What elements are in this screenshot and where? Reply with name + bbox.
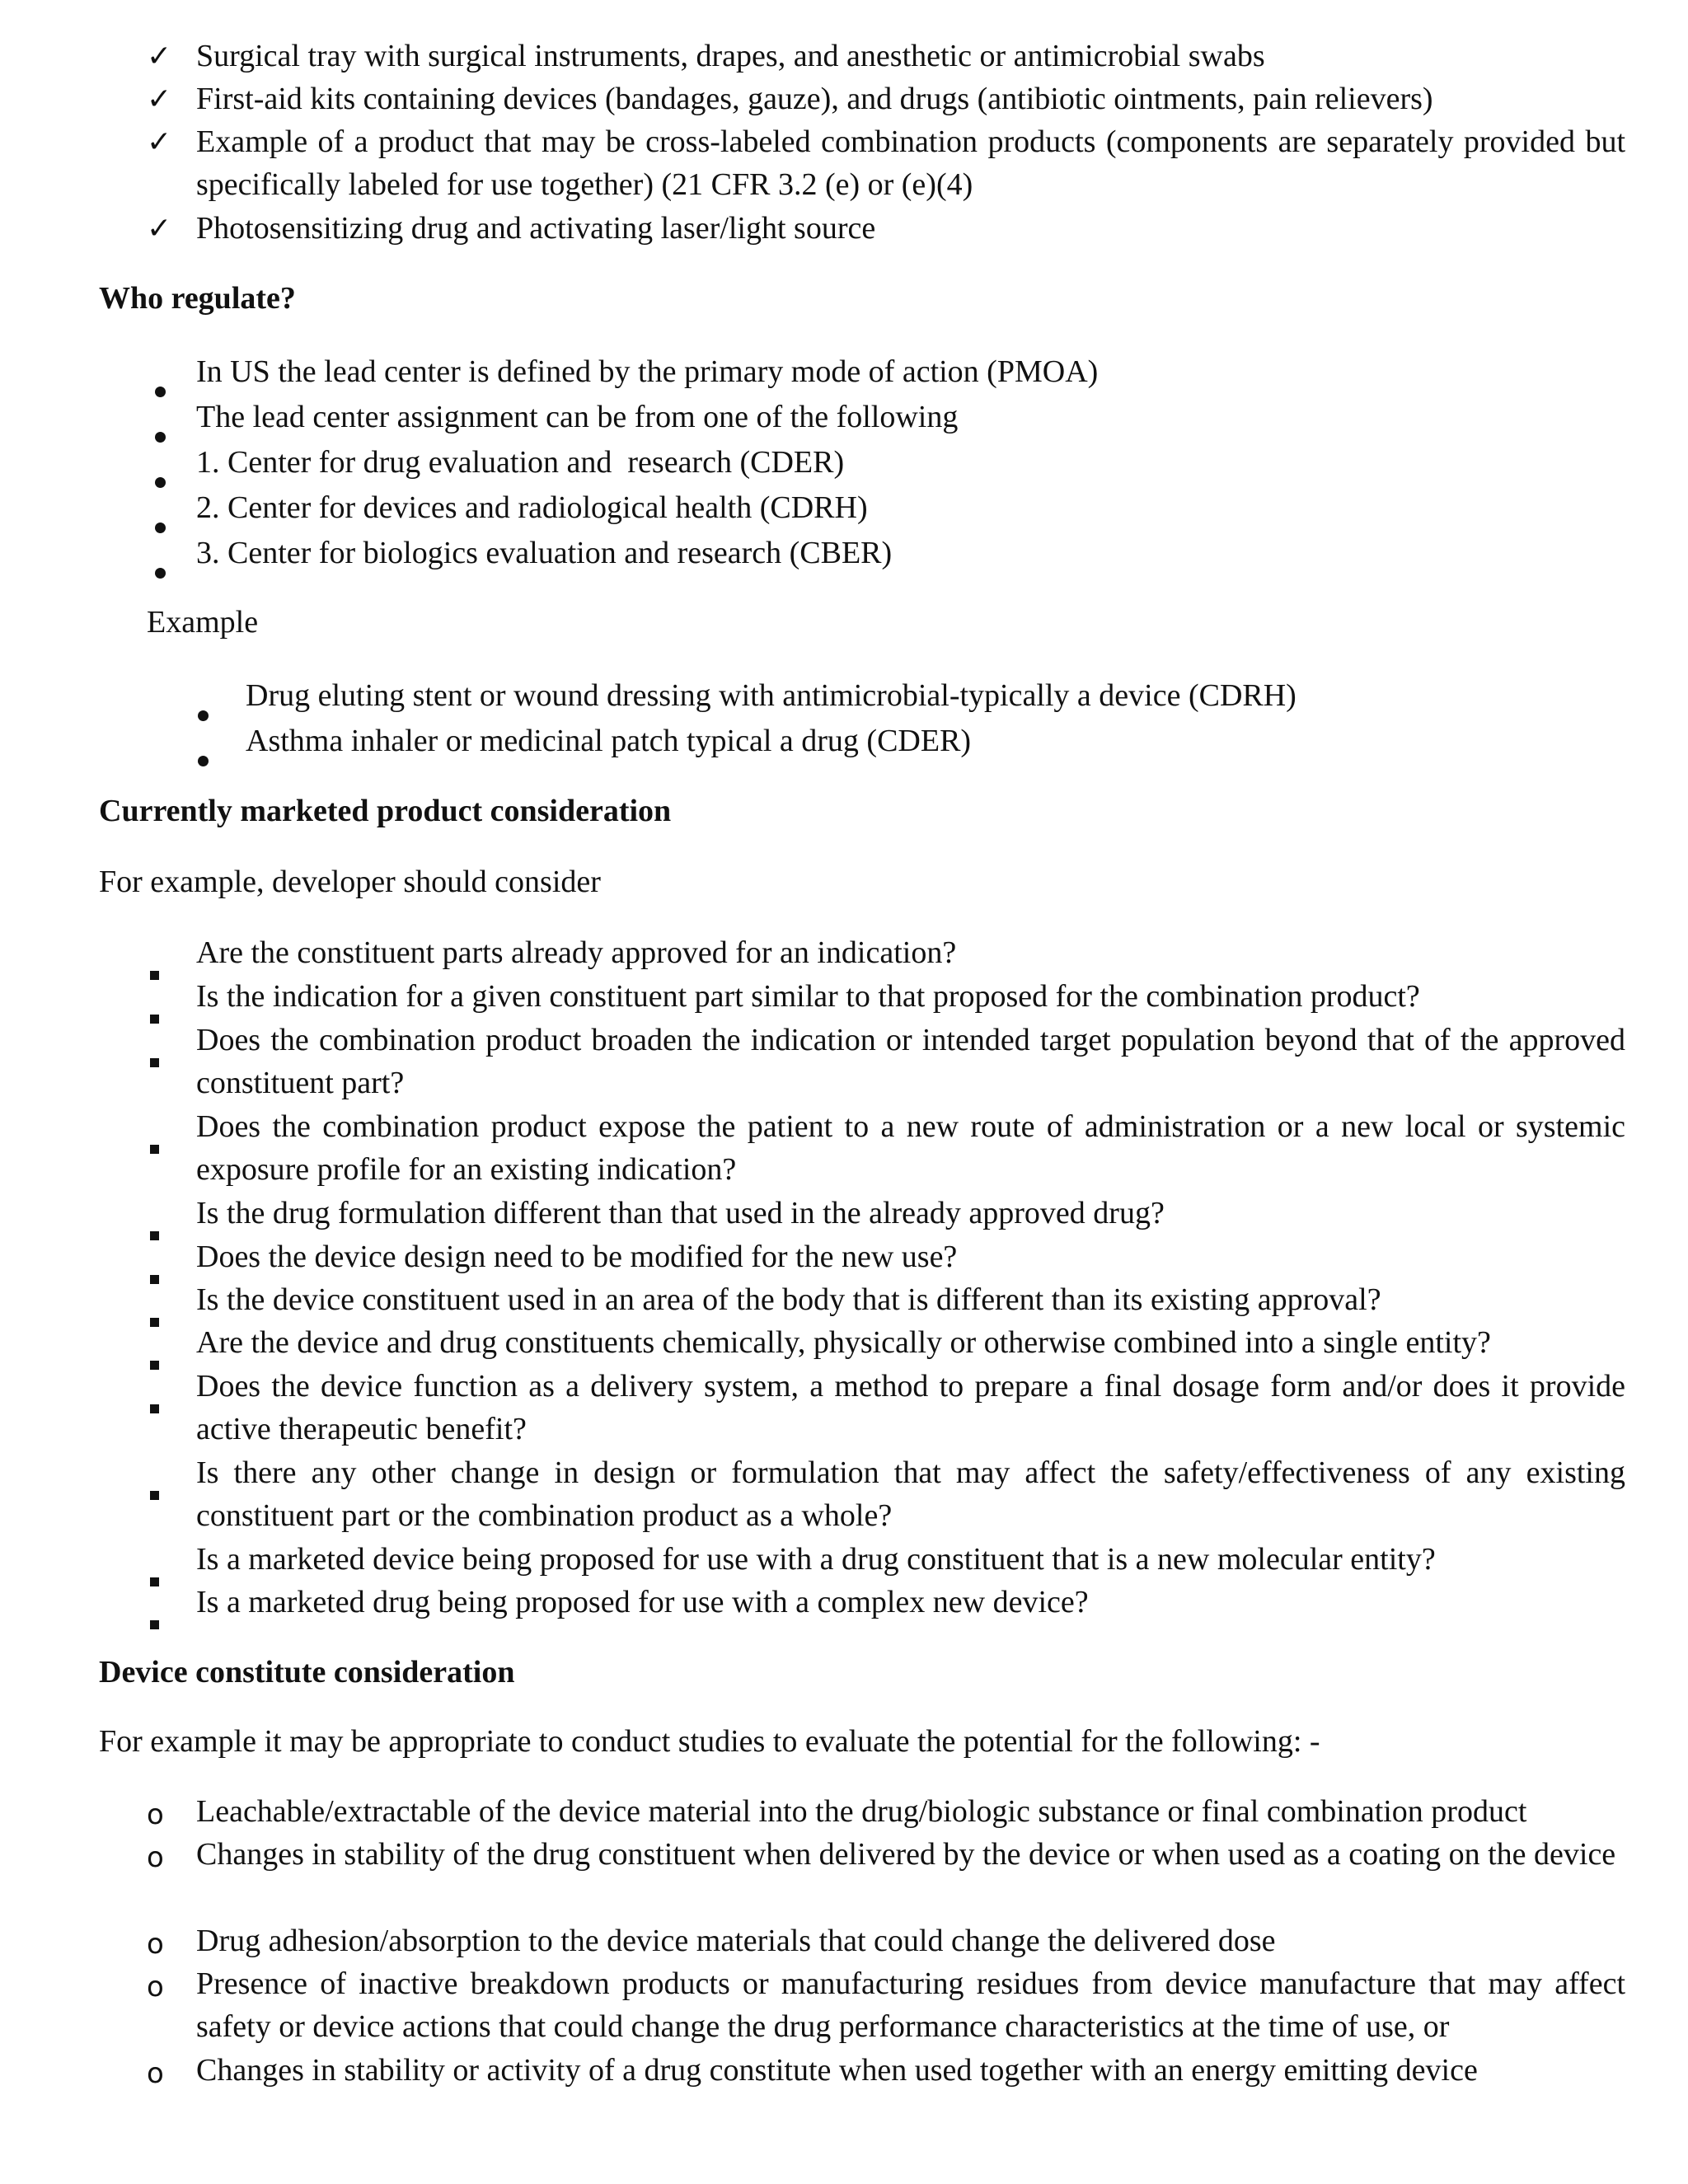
bullet-square-icon [150, 1058, 159, 1067]
bullet-dot-icon [198, 756, 209, 766]
list-item-text: Leachable/extractable of the device material into the drug/biologic substance or final combination product [196, 1794, 1527, 1829]
list-item-text: Surgical tray with surgical instruments, drapes, and anesthetic or antimicrobial swabs [196, 39, 1265, 73]
list-item-text: Is the indication for a given constituent part similar to that proposed for the combination product? [196, 979, 1420, 1014]
checkmark-icon: ✓ [147, 82, 172, 115]
list-item-text: Does the combination product expose the patient to a new route of administration or a new local or systemic exposure profile for an existing indication? [196, 1109, 1625, 1187]
section-heading-who-regulate: Who regulate? [99, 281, 296, 316]
list-item-text: Drug eluting stent or wound dressing with antimicrobial-typically a device (CDRH) [246, 678, 1296, 713]
list-item-text: In US the lead center is defined by the primary mode of action (PMOA) [196, 354, 1099, 389]
section-intro: For example it may be appropriate to conduct studies to evaluate the potential for the following: - [99, 1724, 1320, 1759]
bullet-dot-icon [155, 568, 166, 579]
list-item-text: Asthma inhaler or medicinal patch typical a drug (CDER) [246, 724, 972, 758]
list-item-text: Is a marketed device being proposed for use with a drug constituent that is a new molecular entity? [196, 1542, 1436, 1577]
section-heading-device-constitute: Device constitute consideration [99, 1655, 515, 1690]
list-item-text: Changes in stability or activity of a drug constitute when used together with an energy emitting device [196, 2053, 1478, 2088]
list-item-text: Example of a product that may be cross-labeled combination products (components are separately provided but specifically labeled for use together) (21 CFR 3.2 (e) or (e)(4) [196, 124, 1625, 202]
list-item-text: Photosensitizing drug and activating laser/light source [196, 211, 876, 246]
bullet-square-icon [150, 1577, 159, 1586]
list-item-text: Is the device constituent used in an area of the body that is different than its existing approval? [196, 1282, 1381, 1317]
list-item-text: Are the constituent parts already approved for an indication? [196, 935, 957, 970]
list-item-text: Does the combination product broaden the indication or intended target population beyond that of the approved constituent part? [196, 1023, 1625, 1100]
list-item-text: Does the device function as a delivery system, a method to prepare a final dosage form and/or does it provide active therapeutic benefit? [196, 1369, 1625, 1446]
bullet-dot-icon [198, 710, 209, 721]
bullet-dot-icon [155, 523, 166, 533]
bullet-circle-icon: o [147, 1928, 164, 1961]
bullet-square-icon [150, 1318, 159, 1327]
bullet-square-icon [150, 1275, 159, 1284]
section-heading-currently-marketed: Currently marketed product consideration [99, 794, 672, 828]
bullet-circle-icon: o [147, 2057, 164, 2090]
list-item-text: 3. Center for biologics evaluation and research (CBER) [196, 536, 893, 570]
bullet-square-icon [150, 971, 159, 980]
bullet-square-icon [150, 1231, 159, 1240]
bullet-square-icon [150, 1620, 159, 1629]
list-item-text: 1. Center for drug evaluation and research (CDER) [196, 445, 845, 480]
bullet-square-icon [150, 1145, 159, 1154]
list-item-text: The lead center assignment can be from one of the following [196, 400, 959, 434]
checkmark-icon: ✓ [147, 40, 172, 73]
bullet-square-icon [150, 1491, 159, 1500]
list-item-text: Drug adhesion/absorption to the device materials that could change the delivered dose [196, 1924, 1276, 1958]
list-item-text: Is the drug formulation different than that used in the already approved drug? [196, 1196, 1165, 1230]
list-item-text: Are the device and drug constituents chemically, physically or otherwise combined into a single entity? [196, 1325, 1491, 1360]
bullet-circle-icon: o [147, 1971, 164, 2004]
bullet-dot-icon [155, 432, 166, 443]
bullet-square-icon [150, 1015, 159, 1024]
checkmark-icon: ✓ [147, 212, 172, 245]
bullet-circle-icon: o [147, 1798, 164, 1831]
checkmark-icon: ✓ [147, 125, 172, 158]
bullet-square-icon [150, 1361, 159, 1370]
list-item-text: Presence of inactive breakdown products or manufacturing residues from device manufacture that may affect safety or device actions that could change the drug performance characteristics at the time of use, or [196, 1966, 1625, 2044]
list-item-text: First-aid kits containing devices (bandages, gauze), and drugs (antibiotic ointments, pain relievers) [196, 82, 1433, 116]
list-item-text: Is there any other change in design or formulation that may affect the safety/effectiveness of any existing constituent part or the combination product as a whole? [196, 1455, 1625, 1533]
section-intro: For example, developer should consider [99, 865, 601, 899]
bullet-dot-icon [155, 387, 166, 397]
bullet-dot-icon [155, 477, 166, 488]
list-item-text: Does the device design need to be modified for the new use? [196, 1240, 958, 1274]
list-item-text: Changes in stability of the drug constituent when delivered by the device or when used as a coating on the device [196, 1837, 1616, 1872]
bullet-circle-icon: o [147, 1841, 164, 1874]
list-item-text: 2. Center for devices and radiological health (CDRH) [196, 490, 868, 525]
bullet-square-icon [150, 1404, 159, 1413]
example-label: Example [147, 605, 259, 640]
list-item-text: Is a marketed drug being proposed for use with a complex new device? [196, 1585, 1089, 1619]
